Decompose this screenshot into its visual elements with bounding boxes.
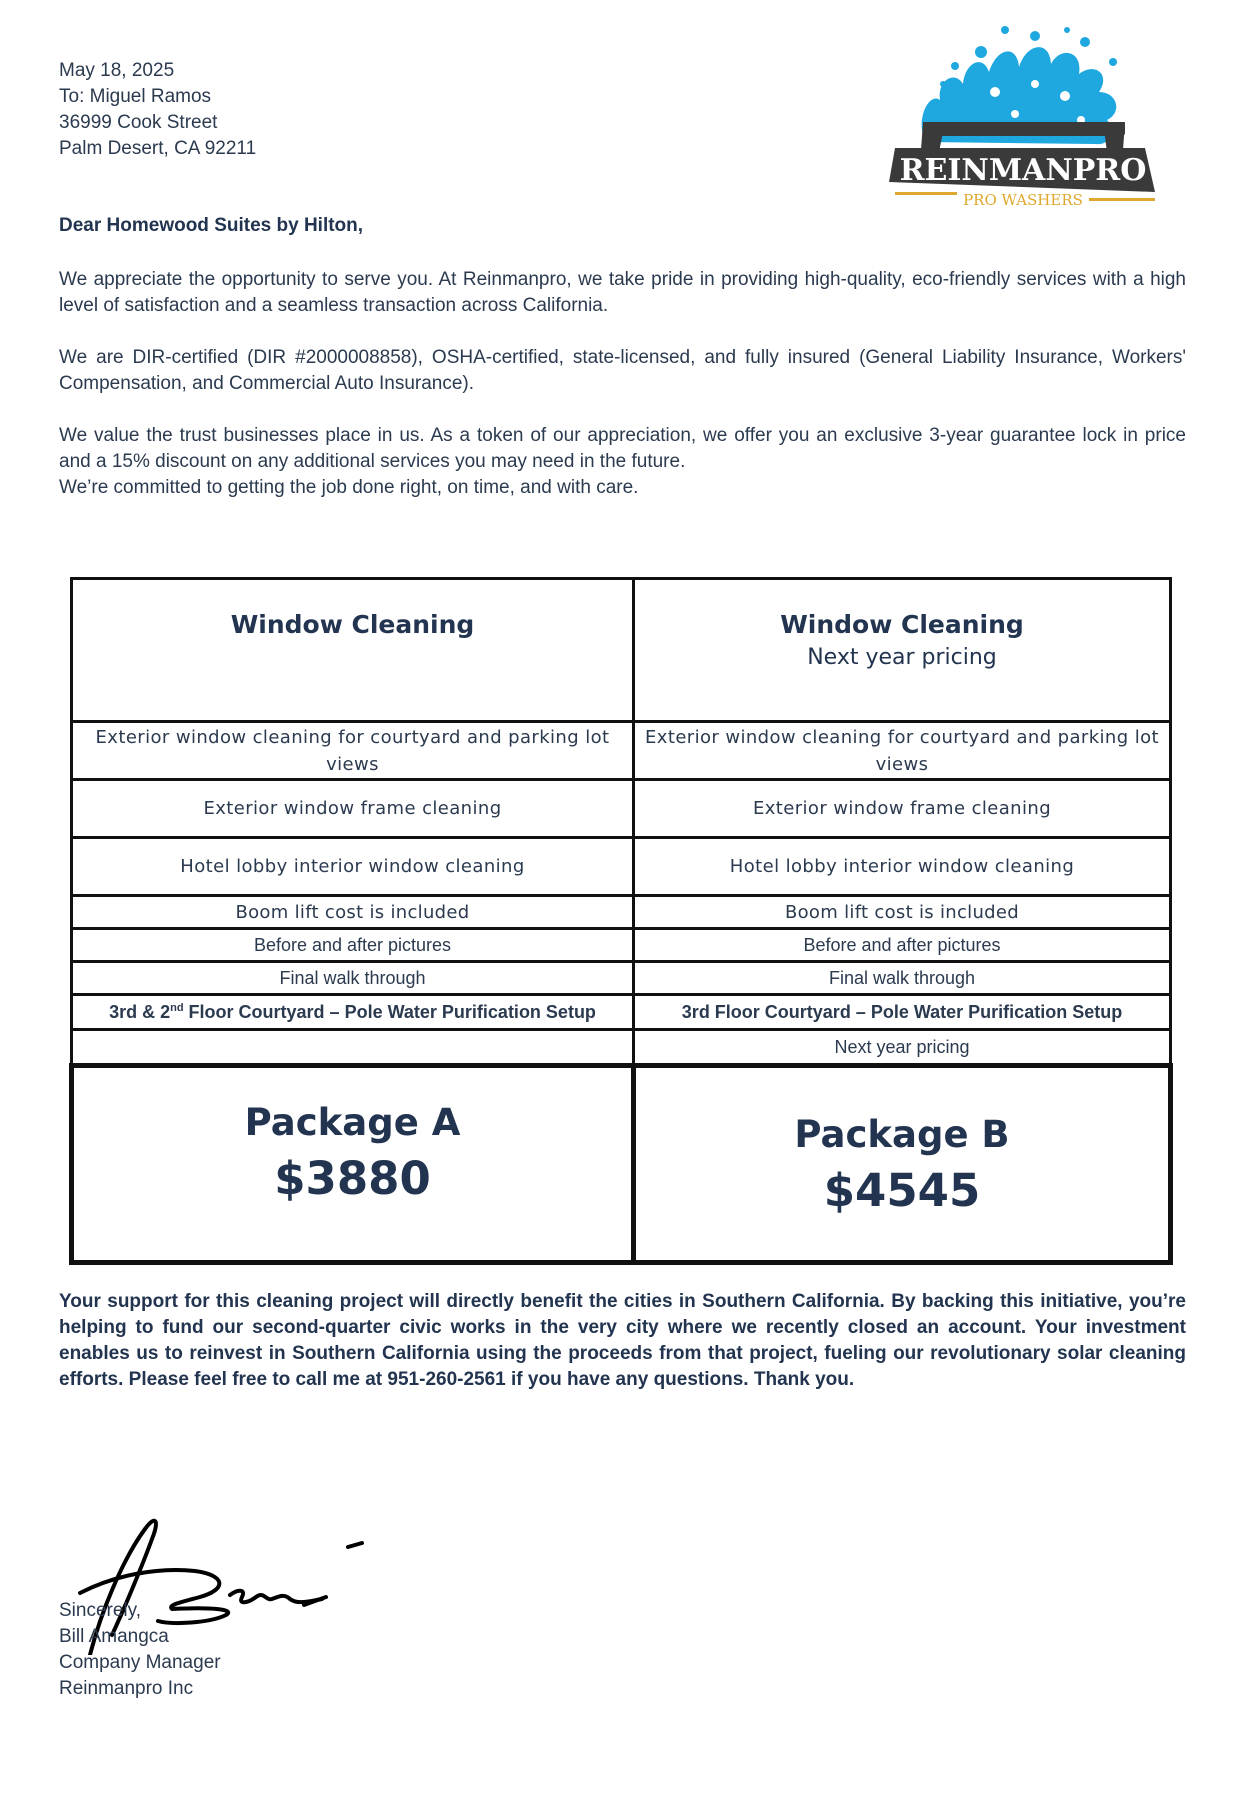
floor-a-superscript: nd (170, 1001, 184, 1014)
table-cell: Boom lift cost is included (72, 896, 634, 929)
logo-tagline: PRO WASHERS (963, 191, 1083, 209)
signoff-sincerely: Sincerely, (59, 1600, 142, 1621)
package-b-header (634, 579, 1171, 722)
table-cell: Hotel lobby interior window cleaning (72, 838, 634, 896)
table-cell: Before and after pictures (634, 929, 1171, 962)
signer-title: Company Manager (59, 1652, 221, 1673)
package-b-price: $4545 (823, 1164, 981, 1217)
commitment-text: We’re committed to getting the job done right, on time, and with care. (59, 477, 639, 498)
table-row (72, 780, 1171, 838)
floor-a-prefix: 3rd & 2 (109, 1001, 171, 1022)
package-b-name: Package B (794, 1113, 1010, 1156)
table-row (72, 838, 1171, 896)
table-cell: Exterior window cleaning for courtyard and parking lot views (634, 722, 1171, 780)
table-cell-floor-a (72, 995, 634, 1030)
recipient-block (59, 58, 256, 162)
offer-text: We value the trust businesses place in us. As a token of our appreciation, we offer you an exclusive 3-year guarantee lock in price and a 15% discount on any additional services you may need in the future. (59, 425, 1186, 472)
table-cell: Final walk through (72, 962, 634, 995)
table-cell: Boom lift cost is included (634, 896, 1171, 929)
salutation: Dear Homewood Suites by Hilton, (59, 215, 364, 236)
table-cell-note-b: Next year pricing (634, 1030, 1171, 1066)
signer-company: Reinmanpro Inc (59, 1678, 194, 1699)
table-row (72, 1030, 1171, 1066)
table-cell-floor-b: 3rd Floor Courtyard – Pole Water Purification Setup (634, 995, 1171, 1030)
package-b-subtitle: Next year pricing (807, 645, 997, 670)
package-a-block (78, 1096, 627, 1208)
table-cell: Exterior window frame cleaning (634, 780, 1171, 838)
table-row (72, 962, 1171, 995)
floor-a-suffix: Floor Courtyard – Pole Water Purification Setup (183, 1001, 596, 1022)
package-a-header (72, 579, 634, 722)
table-header-row (72, 579, 1171, 722)
letter-date: May 18, 2025 (59, 60, 175, 81)
recipient-address-line2: Palm Desert, CA 92211 (59, 138, 257, 159)
recipient-address-line1: 36999 Cook Street (59, 112, 218, 133)
package-b-title: Window Cleaning (780, 610, 1024, 639)
table-row (72, 896, 1171, 929)
package-a-cell (72, 1066, 634, 1263)
signer-name: Bill Amangca (59, 1626, 169, 1647)
intro-paragraph: We appreciate the opportunity to serve you. At Reinmanpro, we take pride in providing high-quality, eco-friendly services with a high level of satisfaction and a seamless transaction across California. (59, 269, 1186, 316)
table-row (72, 929, 1171, 962)
table-cell: Hotel lobby interior window cleaning (634, 838, 1171, 896)
table-row (72, 995, 1171, 1030)
package-a-title: Window Cleaning (230, 610, 475, 639)
table-row (72, 722, 1171, 780)
closing-paragraph: Your support for this cleaning project will directly benefit the cities in Southern California. By backing this initiative, you’re helping to fund our second-quarter civic works in the very city where we recently closed an account. Your investment enables us to reinvest in Southern California using the proceeds from that project, fueling our revolutionary solar cleaning efforts. Please feel free to call me at 951-260-2561 if you have any questions. Thank you. (59, 1291, 1186, 1390)
pricing-table (69, 577, 1173, 1265)
offer-paragraph (59, 423, 1186, 501)
table-cell: Exterior window frame cleaning (72, 780, 634, 838)
table-cell: Final walk through (634, 962, 1171, 995)
signoff-block (59, 1598, 221, 1702)
package-price-row (72, 1066, 1171, 1263)
package-b-cell (634, 1066, 1171, 1263)
table-cell: Before and after pictures (72, 929, 634, 962)
reinmanpro-logo (885, 22, 1160, 227)
table-cell-note-a (72, 1030, 634, 1066)
logo-wordmark: REINMANPRO (899, 153, 1147, 188)
certification-paragraph: We are DIR-certified (DIR #2000008858), OSHA-certified, state-licensed, and fully insured (General Liability Insurance, Workers' Compensation, and Commercial Auto Insurance). (59, 347, 1186, 394)
package-a-name: Package A (244, 1101, 461, 1144)
table-cell: Exterior window cleaning for courtyard and parking lot views (72, 722, 634, 780)
recipient-name: To: Miguel Ramos (59, 86, 212, 107)
package-a-price: $3880 (274, 1152, 431, 1205)
